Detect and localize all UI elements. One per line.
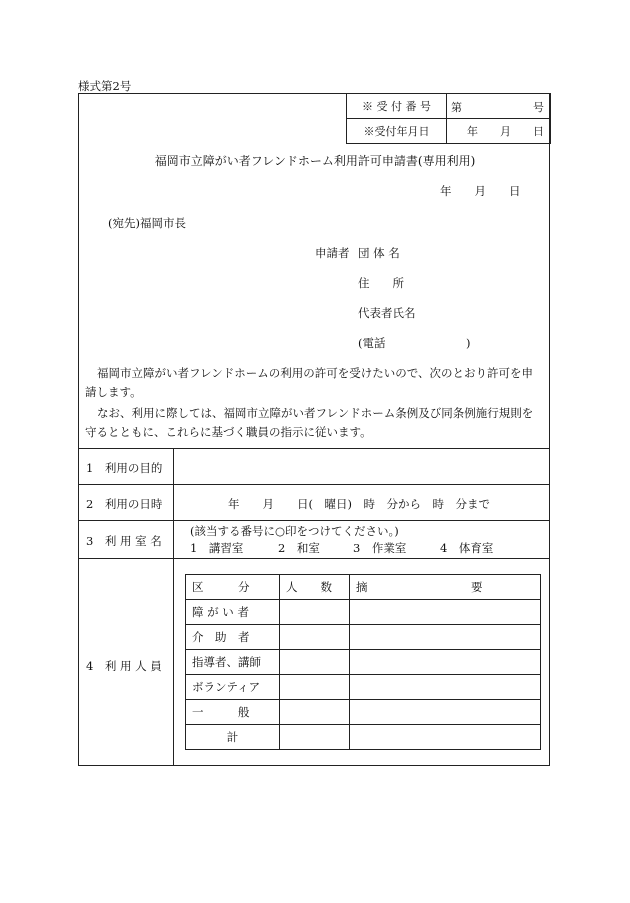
room-option-workshop[interactable]: 3 作業室 xyxy=(353,541,407,555)
reception-date-field[interactable]: 年 月 日 xyxy=(447,119,551,144)
phone-label: (電話 ) xyxy=(358,336,471,350)
table-row xyxy=(186,625,541,650)
remarks-cell[interactable] xyxy=(350,700,541,725)
category-cell: 介 助 者 xyxy=(186,625,280,650)
count-cell[interactable] xyxy=(280,675,350,700)
count-cell[interactable] xyxy=(280,725,350,750)
reception-number-prefix: 第 xyxy=(451,101,462,114)
application-date[interactable]: 年 月 日 xyxy=(440,184,521,198)
count-cell[interactable] xyxy=(280,700,350,725)
room-option-gym[interactable]: 4 体育室 xyxy=(440,541,494,555)
representative-label: 代表者氏名 xyxy=(358,306,416,320)
room-label: 3 利 用 室 名 xyxy=(86,534,162,548)
count-cell[interactable] xyxy=(280,625,350,650)
statement-line-4: 守るとともに、これらに基づく職員の指示に従います。 xyxy=(85,425,372,439)
remarks-cell[interactable] xyxy=(350,600,541,625)
room-instruction: (該当する番号に○印をつけてください。) xyxy=(190,524,399,538)
statement-line-3: なお、利用に際しては、福岡市立障がい者フレンドホーム条例及び同条例施行規則を xyxy=(97,406,534,420)
header-category: 区 分 xyxy=(186,575,280,600)
application-statement xyxy=(85,364,547,442)
reception-date-label: ※受付年月日 xyxy=(347,119,447,144)
remarks-cell[interactable] xyxy=(350,725,541,750)
category-cell: 障 が い 者 xyxy=(186,600,280,625)
table-row xyxy=(186,700,541,725)
header-count: 人 数 xyxy=(280,575,350,600)
applicant-heading: 申請者 xyxy=(315,246,350,260)
reception-number-field[interactable] xyxy=(447,94,551,119)
row-divider xyxy=(78,558,550,559)
statement-line-2: 請します。 xyxy=(85,385,142,399)
room-option-japanese[interactable]: 2 和室 xyxy=(278,541,320,555)
row-divider xyxy=(78,520,550,521)
row-divider xyxy=(78,448,550,449)
form-title: 福岡市立障がい者フレンドホーム利用許可申請書(専用利用) xyxy=(154,154,476,168)
count-cell[interactable] xyxy=(280,600,350,625)
purpose-label: 1 利用の目的 xyxy=(86,461,163,475)
table-row xyxy=(186,600,541,625)
reception-number-label: ※ 受 付 番 号 xyxy=(347,94,447,119)
label-column-divider xyxy=(173,448,174,766)
reception-table xyxy=(346,93,551,144)
form-number: 様式第2号 xyxy=(78,79,132,93)
address-label: 住 所 xyxy=(358,276,404,290)
addressee: (宛先)福岡市長 xyxy=(108,216,186,230)
row-divider xyxy=(78,484,550,485)
table-row xyxy=(186,650,541,675)
count-cell[interactable] xyxy=(280,650,350,675)
category-cell: ボランティア xyxy=(186,675,280,700)
total-cell: 計 xyxy=(186,725,280,750)
room-option-lecture[interactable]: 1 講習室 xyxy=(190,541,244,555)
people-label: 4 利 用 人 員 xyxy=(86,659,162,673)
category-cell: 指導者、講師 xyxy=(186,650,280,675)
datetime-field[interactable]: 年 月 日( 曜日) 時 分から 時 分まで xyxy=(228,497,490,511)
purpose-field[interactable] xyxy=(176,450,546,482)
org-name-label: 団 体 名 xyxy=(358,246,400,260)
statement-line-1: 福岡市立障がい者フレンドホームの利用の許可を受けたいので、次のとおり許可を申 xyxy=(97,366,534,380)
remarks-cell[interactable] xyxy=(350,625,541,650)
people-table xyxy=(185,574,541,750)
table-row xyxy=(186,725,541,750)
header-remarks: 摘 要 xyxy=(350,575,541,600)
category-cell: 一 般 xyxy=(186,700,280,725)
datetime-label: 2 利用の日時 xyxy=(86,497,163,511)
reception-number-suffix: 号 xyxy=(533,101,544,114)
remarks-cell[interactable] xyxy=(350,650,541,675)
table-row xyxy=(186,675,541,700)
remarks-cell[interactable] xyxy=(350,675,541,700)
